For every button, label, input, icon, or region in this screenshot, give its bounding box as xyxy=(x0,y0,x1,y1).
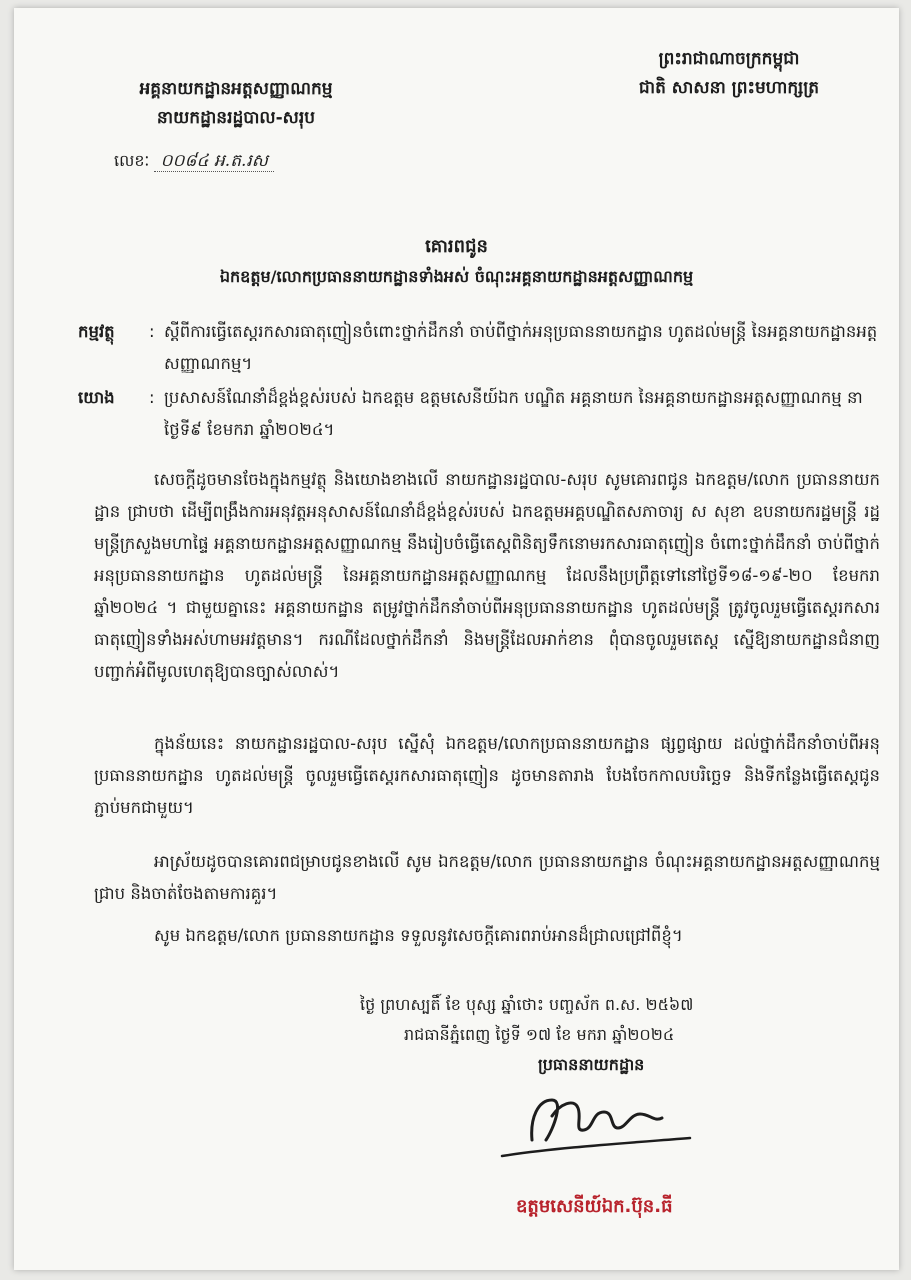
signatory-title: ប្រធាននាយកដ្ឋាន xyxy=(538,1055,645,1074)
reference-number xyxy=(114,150,274,175)
signatory-name: ឧត្តមសេនីយ៍ឯក.ប៊ុន.ធី xyxy=(516,1196,673,1217)
document-page xyxy=(14,8,899,1270)
reference-value: ០០៨៤ អ.ត.រស xyxy=(154,151,274,172)
header-left xyxy=(86,78,386,132)
basis-text: ប្រសាសន៍ណែនាំដ៏ខ្ពង់ខ្ពស់របស់ ឯកឧត្តម ឧត្តមសេនីយ៍ឯក បណ្ឌិត អគ្គនាយក នៃអគ្គនាយកដ្ឋានអត្តសញ្ញាណកម្ម នាថ្ងៃទី៩ ខែមករា ឆ្នាំ២០២៤។ xyxy=(164,388,863,439)
basis-colon: : xyxy=(149,388,155,407)
body-paragraph-2: ក្នុងន័យនេះ នាយកដ្ឋានរដ្ឋបាល-សរុប ស្នើសុំ ឯកឧត្តម/លោកប្រធាននាយកដ្ឋាន ផ្សព្វផ្សាយ ដល់ថ្នាក់ដឹកនាំចាប់ពីអនុប្រធាននាយកដ្ឋាន ហូតដល់មន្ត្រី ចូលរួមធ្វើតេស្តរកសារធាតុញៀន ដូចមានតារាង បែងចែកកាលបរិច្ឆេទ និងទីកន្លែងធ្វើតេស្តជូនភ្ជាប់មកជាមួយ។ xyxy=(94,734,880,817)
recipient-line: ឯកឧត្តម/លោកប្រធាននាយកដ្ឋានទាំងអស់ ចំណុះអគ្គនាយកដ្ឋានអត្តសញ្ញាណកម្ម xyxy=(219,267,694,286)
kingdom-title: ព្រះរាជាណាចក្រកម្ពុជា xyxy=(658,49,800,69)
signature-mark xyxy=(494,1078,694,1168)
header-right xyxy=(604,48,854,102)
ministry-name: អគ្គនាយកដ្ឋានអត្តសញ្ញាណកម្ម xyxy=(139,79,333,99)
subject-label: កម្មវត្ថុ xyxy=(78,322,115,341)
subject-text: ស្តីពីការធ្វើតេស្តរកសារធាតុញៀនចំពោះថ្នាក់ដឹកនាំ ចាប់ពីថ្នាក់អនុប្រធាននាយកដ្ឋាន ហូតដល់មន្ត្រី នៃអគ្គនាយកដ្ឋានអត្តសញ្ញាណកម្ម។ xyxy=(164,322,878,373)
subject-colon: : xyxy=(149,322,155,341)
kingdom-motto: ជាតិ សាសនា ព្រះមហាក្សត្រ xyxy=(638,78,820,98)
department-name: នាយកដ្ឋានរដ្ឋបាល-សរុប xyxy=(156,108,316,128)
reference-label: លេខៈ xyxy=(114,151,150,170)
body-paragraph-1: សេចក្តីដូចមានចែងក្នុងកម្មវត្ថុ និងយោងខាងលើ នាយកដ្ឋានរដ្ឋបាល-សរុប សូមគោរពជូន ឯកឧត្តម/លោក ប្រធាននាយកដ្ឋាន ជ្រាបថា ដើម្បីពង្រឹងការអនុវត្តអនុសាសន៍ណែនាំដ៏ខ្ពង់ខ្ពស់របស់ ឯកឧត្តមអគ្គបណ្ឌិតសភាចារ្យ ស សុខា ឧបនាយករដ្ឋមន្ត្រី រដ្ឋមន្ត្រីក្រសួងមហាផ្ទៃ អគ្គនាយកដ្ឋានអត្តសញ្ញាណកម្ម នឹងរៀបចំធ្វើតេស្តពិនិត្យទឹកនោមរកសារធាតុញៀន ចំពោះថ្នាក់ដឹកនាំ ចាប់ពីថ្នាក់អនុប្រធាននាយកដ្ឋាន ហូតដល់មន្ត្រី នៃអគ្គនាយកដ្ឋានអត្តសញ្ញាណកម្ម ដែលនឹងប្រព្រឹត្តទៅនៅថ្ងៃទី១៨-១៩-២០ ខែមករា ឆ្នាំ២០២៤ ។ ជាមួយគ្នានេះ អគ្គនាយកដ្ឋាន តម្រូវថ្នាក់ដឹកនាំចាប់ពីអនុប្រធាននាយកដ្ឋាន ហូតដល់មន្ត្រី ត្រូវចូលរួមធ្វើតេស្តរកសារធាតុញៀនទាំងអស់ហាមអវត្តមាន។ ករណីដែលថ្នាក់ដឹកនាំ និងមន្ត្រីដែលអាក់ខាន ពុំបានចូលរួមតេស្ត ស្នើឱ្យនាយកដ្ឋានជំនាញ បញ្ជាក់អំពីមូលហេតុឱ្យបានច្បាស់លាស់។ xyxy=(94,470,880,681)
body-paragraph-3: អាស្រ័យដូចបានគោរពជម្រាបជូនខាងលើ សូម ឯកឧត្តម/លោក ប្រធាននាយកដ្ឋាន ចំណុះអគ្គនាយកដ្ឋានអត្តសញ្ញាណកម្ម ជ្រាប និងចាត់ចែងតាមការគួរ។ xyxy=(94,852,880,903)
document-title: គោរពជូន xyxy=(425,236,488,257)
body-paragraph-4: សូម ឯកឧត្តម/លោក ប្រធាននាយកដ្ឋាន ទទួលនូវសេចក្តីគោរពរាប់អានដ៏ជ្រាលជ្រៅពីខ្ញុំ។ xyxy=(154,926,683,945)
lunar-date: ថ្ងៃ ព្រហស្បតិ៍ ខែ បុស្ស ឆ្នាំថោះ បញ្ចស័ក ព.ស. ២៥៦៧ xyxy=(360,995,694,1014)
basis-label: យោង xyxy=(78,388,115,407)
solar-date: រាជធានីភ្នំពេញ ថ្ងៃទី ១៧ ខែ មករា ឆ្នាំ២០២៤ xyxy=(404,1025,675,1044)
